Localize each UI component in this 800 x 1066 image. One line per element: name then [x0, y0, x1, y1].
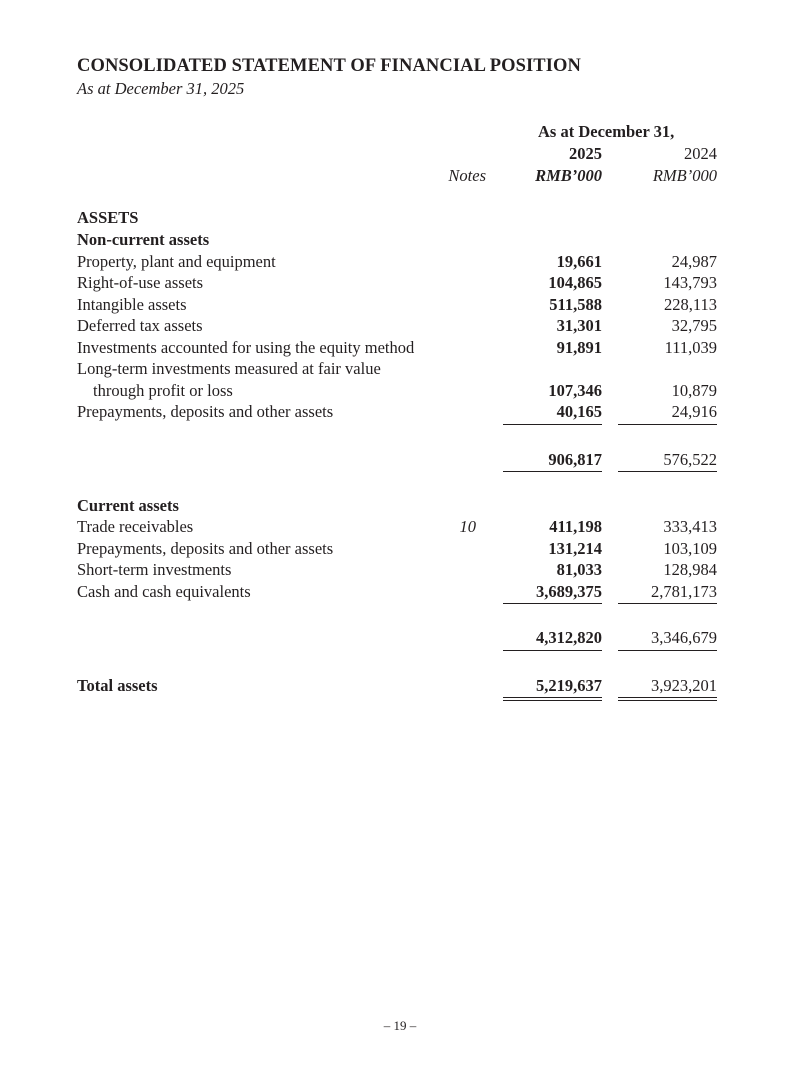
subtotal-rule — [503, 650, 602, 651]
statement-subtitle: As at December 31, 2025 — [77, 79, 245, 98]
subtotal-rule — [618, 424, 717, 425]
current-assets-heading: Current assets — [77, 496, 179, 515]
row-value-current: 131,214 — [548, 539, 602, 558]
row-label: Right-of-use assets — [77, 273, 204, 292]
row-label: Intangible assets — [77, 295, 187, 314]
notes-column-label: Notes — [448, 166, 486, 185]
row-label: Short-term investments — [77, 560, 232, 579]
row-label: Investments accounted for using the equity method — [77, 338, 415, 357]
row-value-current: 104,865 — [548, 273, 602, 292]
row-value-current: 40,165 — [556, 402, 602, 421]
subtotal-rule — [503, 603, 602, 604]
row-value-current: 3,689,375 — [536, 582, 602, 601]
row-value-prior: 103,109 — [663, 539, 717, 558]
non-current-subtotal-current: 906,817 — [548, 450, 602, 469]
row-value-prior: 111,039 — [664, 338, 717, 357]
row-label: Property, plant and equipment — [77, 252, 276, 271]
assets-heading: ASSETS — [77, 208, 139, 227]
row-value-current: 411,198 — [549, 517, 602, 536]
row-value-prior: 32,795 — [671, 316, 717, 335]
row-value-prior: 228,113 — [663, 295, 717, 314]
row-label: Deferred tax assets — [77, 316, 203, 335]
row-label: Trade receivables — [77, 517, 194, 536]
subtotal-rule — [618, 650, 717, 651]
row-value-prior: 24,916 — [671, 402, 717, 421]
column-unit-prior: RMB’000 — [652, 166, 717, 185]
row-value-prior: 10,879 — [671, 381, 717, 400]
column-year-prior: 2024 — [684, 144, 717, 163]
row-value-prior: 24,987 — [671, 252, 717, 271]
subtotal-rule — [618, 471, 717, 472]
subtotal-rule — [503, 471, 602, 472]
current-subtotal-prior: 3,346,679 — [651, 628, 717, 647]
row-value-prior: 143,793 — [663, 273, 717, 292]
row-label: Prepayments, deposits and other assets — [77, 402, 334, 421]
double-rule — [503, 697, 602, 698]
row-note: 10 — [459, 517, 476, 536]
non-current-subtotal-prior: 576,522 — [663, 450, 717, 469]
statement-title: CONSOLIDATED STATEMENT OF FINANCIAL POSITION — [77, 56, 581, 76]
double-rule — [503, 700, 602, 701]
total-assets-current: 5,219,637 — [536, 676, 602, 695]
column-group-heading: As at December 31, — [538, 122, 675, 141]
non-current-assets-heading: Non-current assets — [77, 230, 210, 249]
row-value-current: 81,033 — [556, 560, 602, 579]
row-value-prior: 333,413 — [663, 517, 717, 536]
page-number: – 19 – — [383, 1018, 417, 1033]
row-value-current: 91,891 — [556, 338, 602, 357]
row-label: Long-term investments measured at fair value — [77, 359, 381, 378]
row-label: Prepayments, deposits and other assets — [77, 539, 334, 558]
row-label: Cash and cash equivalents — [77, 582, 251, 601]
row-value-current: 31,301 — [556, 316, 602, 335]
double-rule — [618, 700, 717, 701]
row-value-current: 511,588 — [549, 295, 602, 314]
subtotal-rule — [503, 424, 602, 425]
row-value-current: 107,346 — [548, 381, 602, 400]
double-rule — [618, 697, 717, 698]
total-assets-prior: 3,923,201 — [651, 676, 717, 695]
row-value-current: 19,661 — [556, 252, 602, 271]
total-assets-label: Total assets — [77, 676, 158, 695]
row-label-continued: through profit or loss — [93, 381, 233, 400]
column-year-current: 2025 — [569, 144, 602, 163]
row-value-prior: 2,781,173 — [651, 582, 717, 601]
subtotal-rule — [618, 603, 717, 604]
column-unit-current: RMB’000 — [535, 166, 602, 185]
row-value-prior: 128,984 — [663, 560, 717, 579]
current-subtotal-current: 4,312,820 — [536, 628, 602, 647]
